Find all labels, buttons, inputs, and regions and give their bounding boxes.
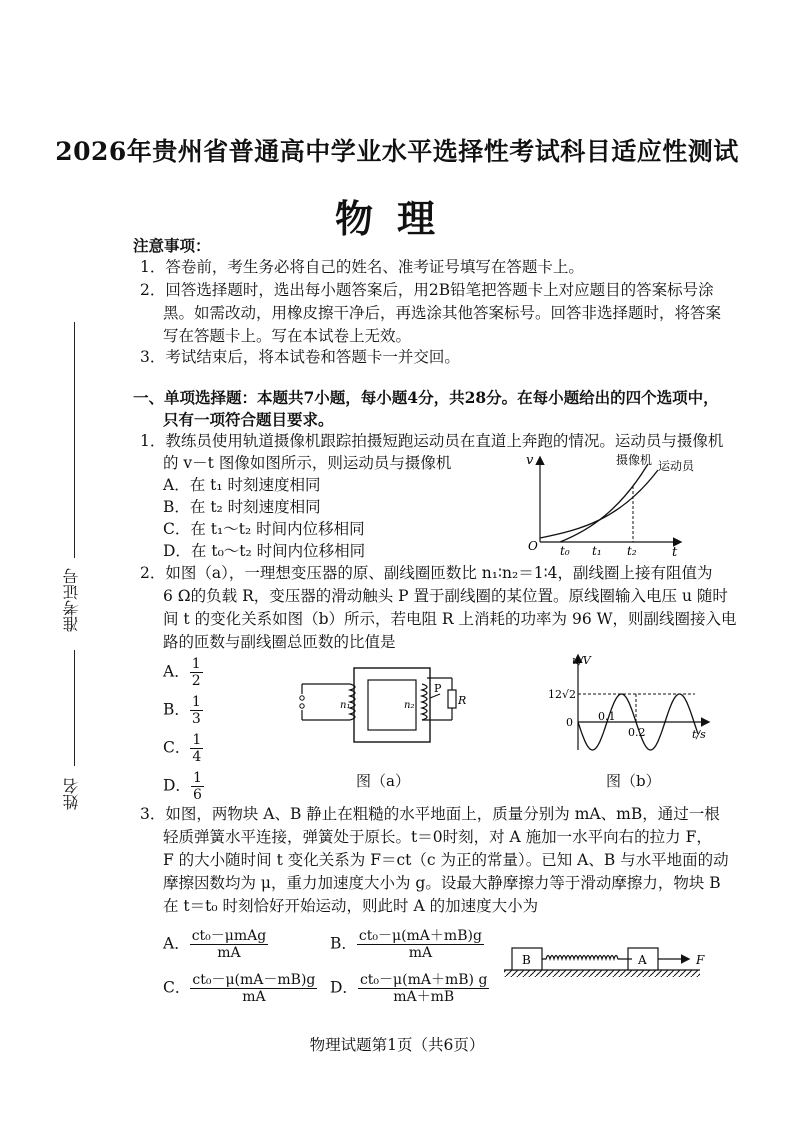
r-label: R bbox=[458, 694, 467, 707]
origin-label: O bbox=[528, 539, 538, 553]
t0-label: t₀ bbox=[560, 544, 570, 558]
t02-label: 0.2 bbox=[628, 726, 646, 739]
section1-heading-cont: 只有一项符合题目要求。 bbox=[163, 410, 334, 429]
zero-label: 0 bbox=[566, 716, 573, 729]
name-label: 姓名 bbox=[62, 778, 81, 810]
notice-item-1: 1．答卷前，考生务必将自己的姓名、准考证号填写在答题卡上。 bbox=[140, 258, 584, 276]
blocks-spring-figure bbox=[500, 940, 720, 984]
q3-stem-4: 摩擦因数均为 μ，重力加速度大小为 g。设最大静摩擦力等于滑动摩擦力，物块 B bbox=[163, 874, 721, 892]
p-label: P bbox=[434, 682, 442, 695]
q1-option-a: A．在 t₁ 时刻速度相同 bbox=[163, 476, 321, 494]
t01-label: 0.1 bbox=[598, 710, 616, 723]
q1-stem-1: 1．教练员使用轨道摄像机跟踪拍摄短跑运动员在直道上奔跑的情况。运动员与摄像机 bbox=[140, 432, 724, 450]
q1-vt-graph bbox=[520, 450, 700, 558]
figure-a-caption: 图（a） bbox=[356, 772, 410, 790]
n2-label: n₂ bbox=[404, 700, 415, 711]
notice-item-2: 2．回答选择题时，选出每小题答案后，用2B铅笔把答题卡上对应题目的答案标号涂 bbox=[140, 281, 714, 299]
voltage-graph bbox=[540, 650, 720, 762]
q2-option-d: D． $\frac{1}{6}$ bbox=[163, 770, 202, 803]
block-a-label: A bbox=[638, 953, 647, 967]
q2-stem-1: 2．如图（a），一理想变压器的原、副线圈匝数比 n₁∶n₂＝1∶4，副线圈上接有阻值为 bbox=[140, 564, 713, 582]
athlete-label: 运动员 bbox=[658, 459, 695, 473]
admission-line bbox=[74, 322, 75, 558]
secondary-coil bbox=[422, 684, 427, 720]
force-label: F bbox=[696, 953, 705, 967]
q1-option-c: C．在 t₁～t₂ 时间内位移相同 bbox=[163, 520, 365, 538]
t1-label: t₁ bbox=[592, 544, 602, 558]
t-axis-label: t/s bbox=[692, 728, 706, 741]
resistor-r bbox=[448, 690, 456, 708]
q2-option-b: B． $\frac{1}{3}$ bbox=[163, 694, 201, 727]
q3-stem-2: 轻质弹簧水平连接，弹簧处于原长。t＝0时刻，对 A 施加一水平向右的拉力 F， bbox=[163, 828, 712, 846]
u-axis-label: u/V bbox=[572, 654, 591, 667]
q3-option-b: B． $\frac{\text{ct₀－μ(mA＋mB)g}}{mA}$ bbox=[330, 928, 482, 961]
t-label: t bbox=[672, 545, 678, 558]
block-b-label: B bbox=[522, 953, 531, 967]
q2-option-a: A． $\frac{1}{2}$ bbox=[163, 656, 201, 689]
n1-label: n₁ bbox=[340, 700, 351, 711]
camera-label: 摄像机 bbox=[616, 453, 653, 467]
ground-hatch bbox=[504, 970, 700, 977]
q2-stem-2: 6 Ω的负载 R，变压器的滑动触头 P 置于副线圈的某位置。原线圈输入电压 u 随时 bbox=[163, 587, 728, 605]
page-footer: 物理试题第1页（共6页） bbox=[309, 1036, 485, 1054]
notice-heading: 注意事项： bbox=[133, 236, 211, 255]
athlete-curve bbox=[540, 470, 658, 538]
q2-stem-4: 路的匝数与副线圈总匝数的比值是 bbox=[163, 633, 396, 651]
input-terminal-top bbox=[300, 696, 304, 700]
v-label: v bbox=[526, 453, 534, 468]
q3-option-d: D． $\frac{\text{ct₀－μ(mA＋mB) g}}{mA+mB}$ bbox=[330, 972, 488, 1005]
q1-option-b: B．在 t₂ 时刻速度相同 bbox=[163, 498, 321, 516]
exam-title: 2026年贵州省普通高中学业水平选择性考试科目适应性测试 bbox=[55, 137, 739, 166]
q3-option-a: A． $\frac{\text{ct₀－μmAg}}{mA}$ bbox=[163, 928, 267, 961]
q2-option-c: C． $\frac{1}{4}$ bbox=[163, 732, 202, 765]
core-outer bbox=[354, 668, 430, 742]
t2-label: t₂ bbox=[627, 544, 637, 558]
notice-item-3: 3．考试结束后，将本试卷和答题卡一并交回。 bbox=[140, 348, 460, 366]
q3-stem-3: F 的大小随时间 t 变化关系为 F＝ct（c 为正的常量）。已知 A、B 与水平地面的动 bbox=[163, 851, 729, 869]
subject-title: 物理 bbox=[334, 196, 459, 241]
q3-option-c: C． $\frac{\text{ct₀－μ(mA－mB)g}}{mA}$ bbox=[163, 972, 316, 1005]
admission-label: 准考证号 bbox=[62, 568, 81, 632]
q2-stem-3: 间 t 的变化关系如图（b）所示，若电阻 R 上消耗的功率为 96 W，则副线圈接入电 bbox=[163, 610, 737, 628]
transformer-figure bbox=[292, 664, 472, 750]
notice-item-2-cont: 黑。如需改动，用橡皮擦干净后，再选涂其他答案标号。回答非选择题时，将答案 bbox=[163, 304, 722, 322]
input-terminal-bottom bbox=[300, 704, 304, 708]
spring bbox=[542, 956, 632, 960]
peak-label: 12√2 bbox=[548, 688, 577, 701]
name-line bbox=[74, 650, 75, 766]
figure-b-caption: 图（b） bbox=[606, 772, 661, 790]
notice-item-2-cont2: 写在答题卡上。写在本试卷上无效。 bbox=[163, 327, 412, 345]
q1-stem-2: 的 v－t 图像如图所示，则运动员与摄像机 bbox=[163, 454, 452, 472]
q3-stem-5: 在 t＝t₀ 时刻恰好开始运动，则此时 A 的加速度大小为 bbox=[163, 897, 539, 915]
section1-heading: 一、单项选择题：本题共7小题，每小题4分，共28分。在每小题给出的四个选项中， bbox=[133, 388, 719, 407]
q1-option-d: D．在 t₀～t₂ 时间内位移相同 bbox=[163, 542, 366, 560]
q3-stem-1: 3．如图，两物块 A、B 静止在粗糙的水平地面上，质量分别为 mA、mB，通过一根 bbox=[140, 805, 720, 823]
